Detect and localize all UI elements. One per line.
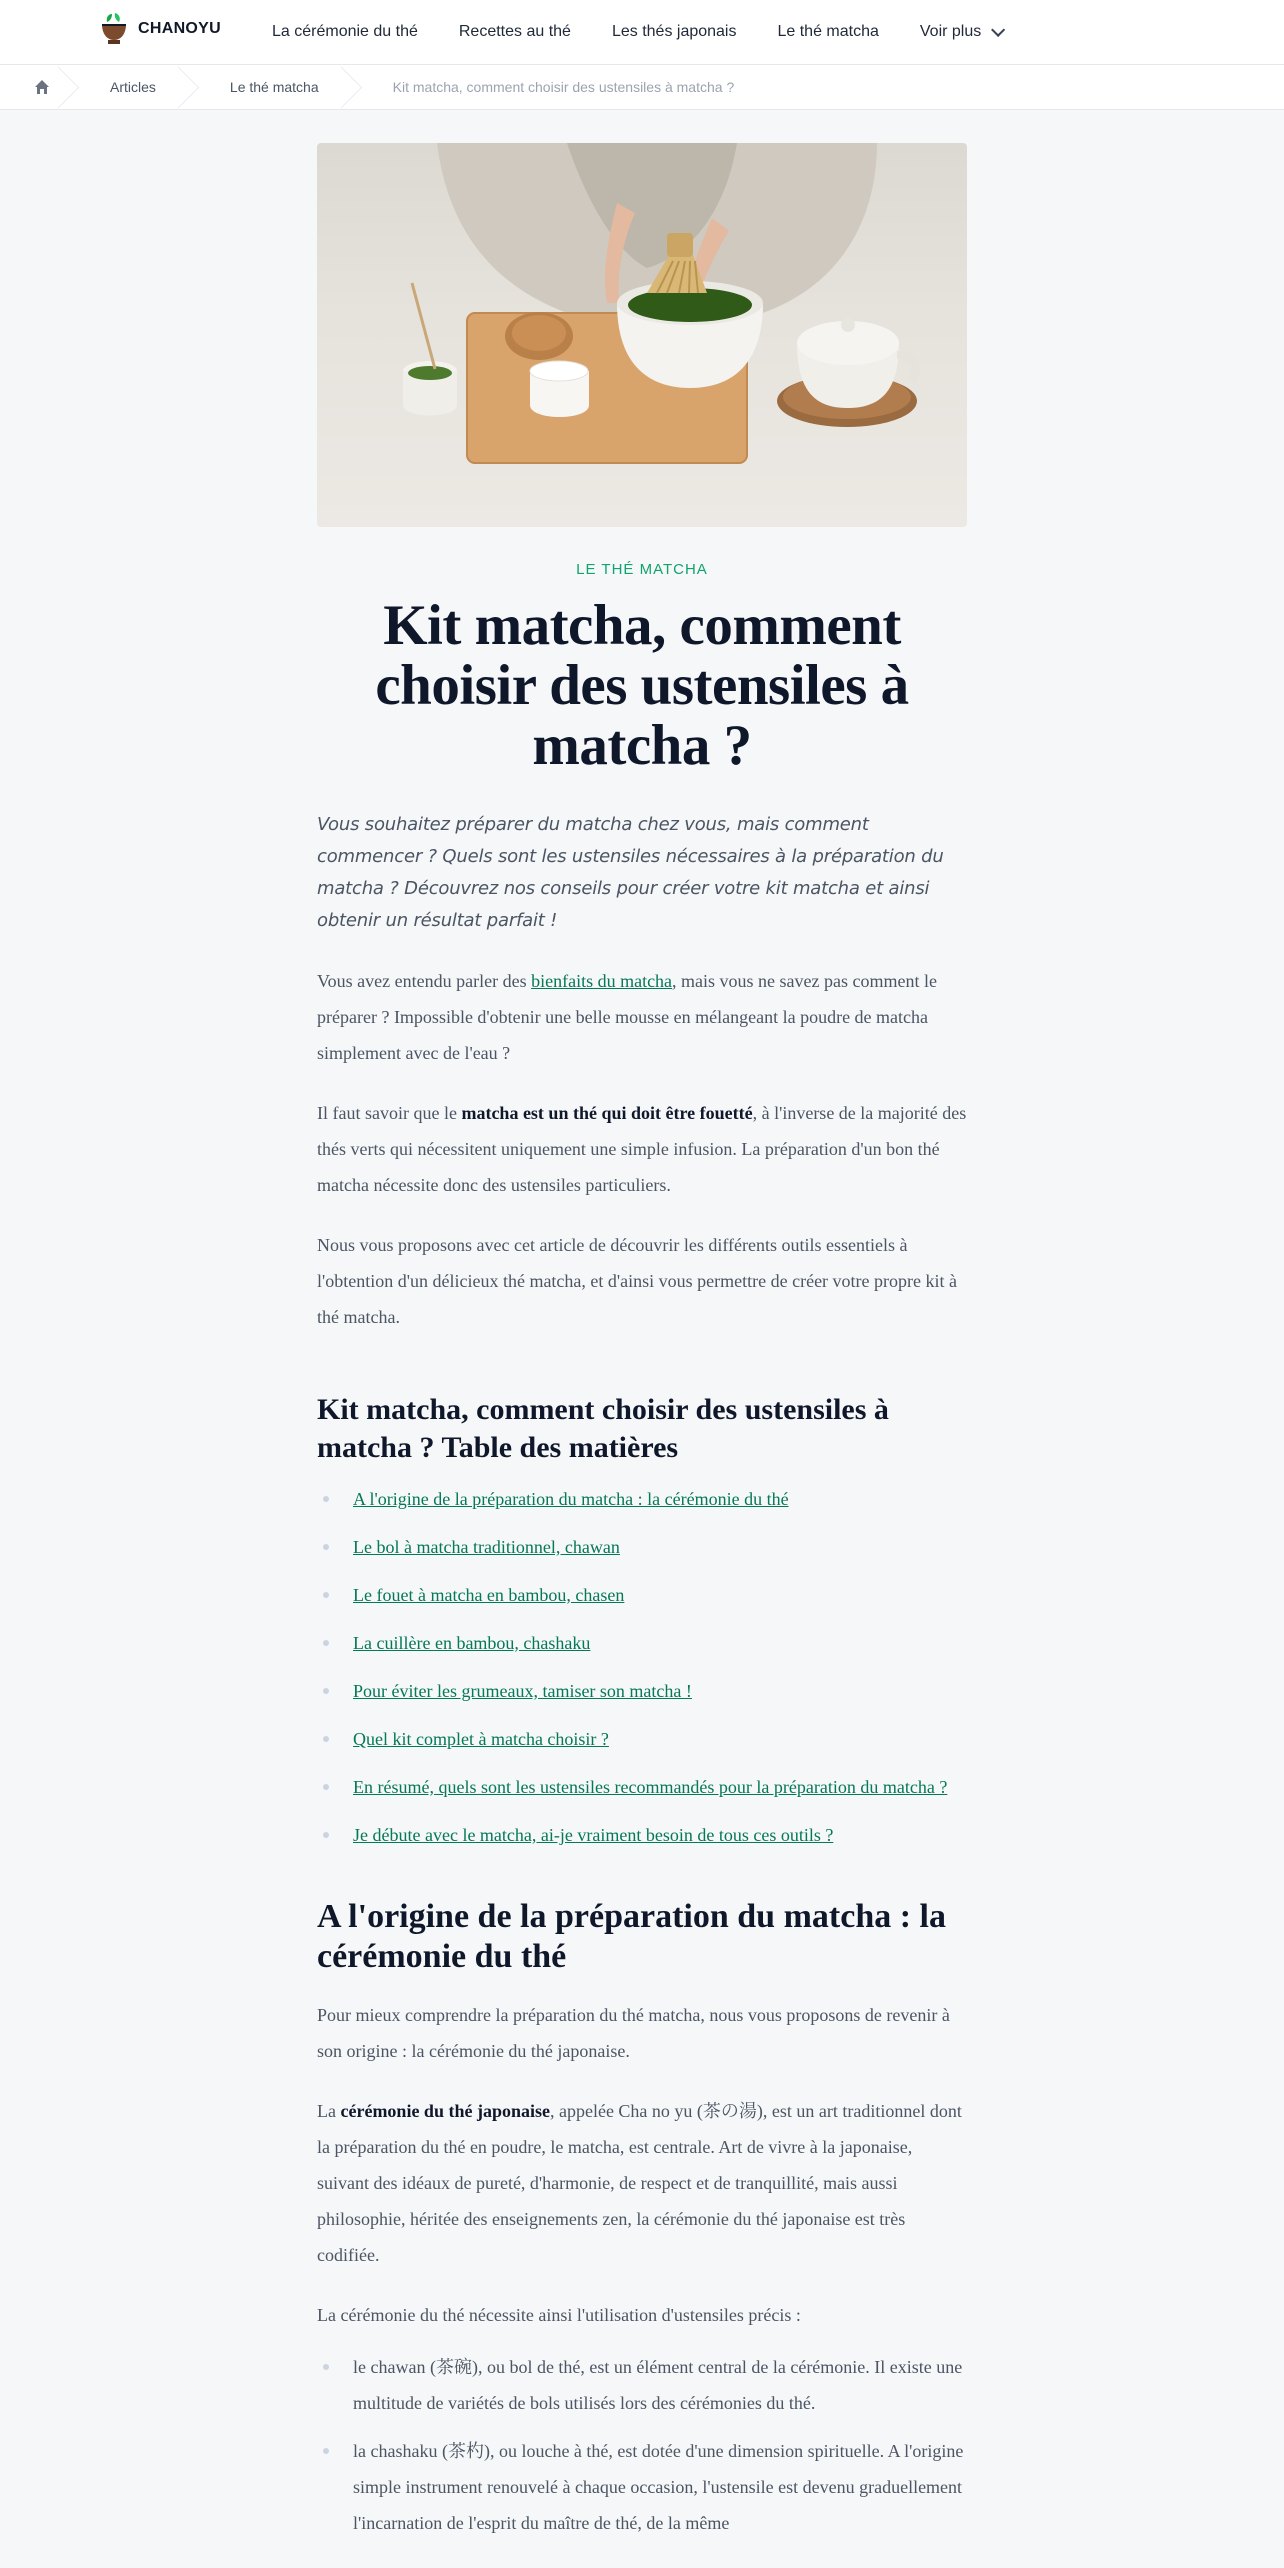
toc-link[interactable]: Le fouet à matcha en bambou, chasen	[353, 1585, 625, 1605]
breadcrumb-item-articles[interactable]	[70, 65, 190, 109]
paragraph: Nous vous proposons avec cet article de découvrir les différents outils essentiels à l'obtention d'un délicieux thé matcha, et d'ainsi vous permettre de créer votre propre kit à thé matcha.	[317, 1235, 958, 1327]
paragraph-text: Vous avez entendu parler des	[317, 971, 532, 991]
toc-link[interactable]: Pour éviter les grumeaux, tamiser son matcha !	[353, 1681, 692, 1701]
breadcrumb-item-current	[353, 65, 769, 109]
brand-logo[interactable]	[98, 12, 221, 46]
toc-link[interactable]: En résumé, quels sont les ustensiles recommandés pour la préparation du matcha ?	[353, 1777, 948, 1797]
paragraph: Pour mieux comprendre la préparation du thé matcha, nous vous proposons de revenir à son origine : la cérémonie du thé japonaise.	[317, 2005, 950, 2061]
breadcrumb-label: Articles	[110, 79, 156, 95]
toc-item	[317, 1769, 967, 1805]
paragraph-text: La	[317, 2101, 341, 2121]
nav-link-voir-plus[interactable]	[920, 23, 1001, 41]
toc-item	[317, 1625, 967, 1661]
ustensiles-list	[317, 2349, 967, 2541]
breadcrumb-label: Le thé matcha	[229, 79, 319, 95]
tea-bowl-icon	[98, 12, 130, 46]
breadcrumb-label: Kit matcha, comment choisir des ustensiles à matcha ?	[392, 79, 735, 95]
nav-link-ceremonie[interactable]: La cérémonie du thé	[272, 23, 418, 40]
toc-item	[317, 1673, 967, 1709]
toc-item	[317, 1577, 967, 1613]
toc-link[interactable]: Quel kit complet à matcha choisir ?	[353, 1729, 609, 1749]
paragraph	[317, 963, 967, 1071]
toc-link[interactable]: Le bol à matcha traditionnel, chawan	[353, 1537, 620, 1557]
toc-heading: Kit matcha, comment choisir des ustensiles à matcha ? Table des matières	[317, 1393, 889, 1464]
article	[317, 110, 967, 2541]
link-bienfaits-matcha[interactable]: bienfaits du matcha	[531, 971, 673, 991]
toc-link[interactable]: La cuillère en bambou, chashaku	[353, 1633, 591, 1653]
breadcrumb-home[interactable]	[0, 65, 70, 109]
chevron-down-icon	[991, 23, 1005, 37]
toc-link[interactable]: A l'origine de la préparation du matcha : la cérémonie du thé	[353, 1489, 789, 1509]
article-lead: Vous souhaitez préparer du matcha chez vous, mais comment commencer ? Quels sont les ustensiles nécessaires à la préparation du matcha ? Découvrez nos conseils pour créer votre kit matcha et ainsi obtenir un résultat parfait !	[317, 814, 944, 931]
page-title: Kit matcha, comment choisir des ustensiles à matcha ?	[375, 594, 909, 777]
top-navigation	[0, 0, 1284, 65]
toc-item	[317, 1721, 967, 1757]
toc-link[interactable]: Je débute avec le matcha, ai-je vraiment besoin de tous ces outils ?	[353, 1825, 834, 1845]
nav-link-recettes[interactable]: Recettes au thé	[458, 23, 571, 40]
paragraph	[317, 2093, 967, 2273]
paragraph	[317, 1095, 967, 1203]
home-icon	[34, 79, 50, 95]
list-item: le chawan (茶碗), ou bol de thé, est un élément central de la cérémonie. Il existe une multitude de variétés de bols utilisés lors des cérémonies du thé.	[317, 2349, 967, 2421]
paragraph-text: , à l'inverse de la majorité des thés verts qui nécessitent uniquement une simple infusion. La préparation d'un bon thé matcha nécessite donc des ustensiles particuliers.	[317, 1103, 967, 1195]
paragraph-text: , mais vous ne savez pas comment le préparer ? Impossible d'obtenir une belle mousse en mélangeant la poudre de matcha simplement avec de l'eau ?	[317, 971, 937, 1063]
nav-link-thes-japonais[interactable]: Les thés japonais	[611, 23, 737, 40]
article-category[interactable]: LE THÉ MATCHA	[576, 561, 708, 578]
voir-plus-label: Voir plus	[919, 23, 982, 40]
matcha-scene-illustration	[317, 143, 967, 527]
hero-image	[317, 143, 967, 527]
breadcrumb	[0, 65, 1284, 110]
toc-item	[317, 1817, 967, 1853]
breadcrumb-item-the-matcha[interactable]	[190, 65, 353, 109]
main-menu	[272, 0, 1042, 64]
bold-text: cérémonie du thé japonaise	[340, 2101, 550, 2121]
toc-item	[317, 1481, 967, 1517]
bold-text: matcha est un thé qui doit être fouetté	[461, 1103, 753, 1123]
list-item: la chashaku (茶杓), ou louche à thé, est dotée d'une dimension spirituelle. A l'origine simple instrument renouvelé à chaque occasion, l'ustensile est devenu graduellement l'incarnation de l'esprit du maître de thé, de la même	[317, 2433, 967, 2541]
brand-name: CHANOYU	[138, 20, 221, 37]
paragraph-text: , appelée Cha no yu (茶の湯), est un art traditionnel dont la préparation du thé en poudre, le matcha, est centrale. Art de vivre à la japonaise, suivant des idéaux de pureté, d'harmonie, de respect et de tranquillité, mais aussi philosophie, héritée des enseignements zen, la cérémonie du thé japonaise est très codifiée.	[317, 2101, 962, 2265]
nav-link-the-matcha[interactable]: Le thé matcha	[777, 23, 879, 40]
paragraph-text: Il faut savoir que le	[317, 1103, 462, 1123]
section-heading: A l'origine de la préparation du matcha : la cérémonie du thé	[317, 1898, 946, 1975]
table-of-contents	[317, 1481, 967, 1853]
toc-item	[317, 1529, 967, 1565]
paragraph: La cérémonie du thé nécessite ainsi l'utilisation d'ustensiles précis :	[317, 2305, 801, 2325]
